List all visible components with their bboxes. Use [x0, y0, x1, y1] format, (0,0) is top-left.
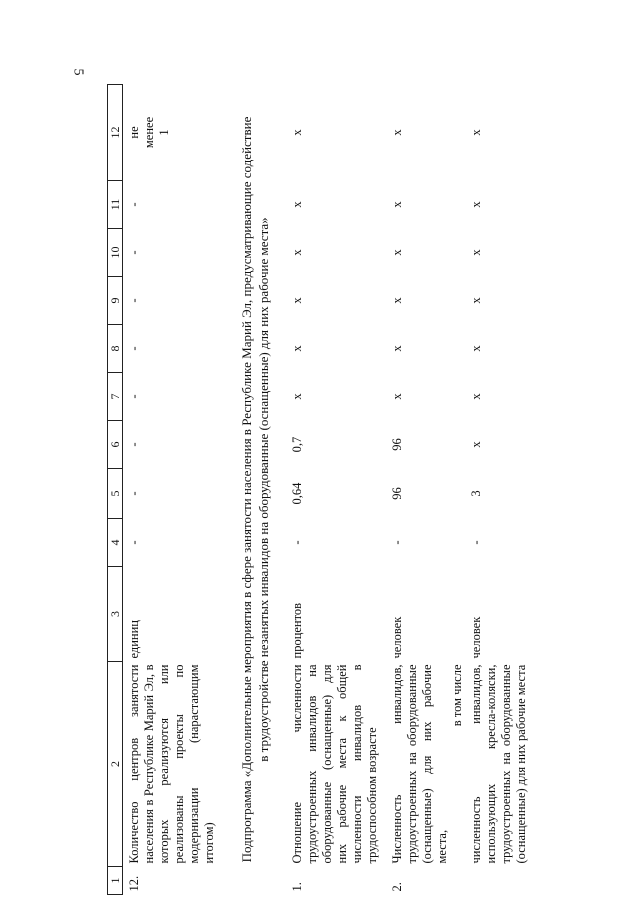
target-value-cell — [123, 85, 220, 181]
target-value-line: менее — [142, 116, 157, 149]
value-cell: x — [468, 441, 483, 448]
col-header-4: 4 — [108, 519, 123, 567]
value-cell: x — [389, 393, 404, 400]
value-cell: - — [468, 540, 483, 545]
unit: единиц — [127, 619, 142, 659]
unit: человек — [468, 616, 483, 659]
value-cell: x — [468, 345, 483, 352]
value-cell: - — [127, 298, 142, 303]
page-number: 5 — [70, 68, 86, 76]
value-cell: x — [289, 201, 304, 208]
value-cell: - — [127, 250, 142, 255]
indicator-name-part: в том числе — [449, 664, 464, 727]
row-number — [467, 867, 531, 895]
value-cell: x — [389, 345, 404, 352]
indicator-name — [382, 662, 467, 867]
target-value-line: 1 — [157, 129, 172, 136]
value-cell: - — [127, 346, 142, 351]
value-cell: - — [289, 540, 304, 545]
col-header-10: 10 — [108, 229, 123, 277]
column-header-row — [108, 85, 123, 895]
subprogram-title-line-1: Подпрограмма «Дополнительные мероприятия в сфере занятости населения в Республике Марий Эл, предусматривающие содействие — [239, 116, 255, 863]
table-row — [284, 85, 382, 895]
col-header-5: 5 — [108, 469, 123, 519]
target-value-line: не — [127, 126, 142, 139]
value-cell: - — [127, 202, 142, 207]
rotated-table-region — [107, 85, 637, 895]
subprogram-title-line-2: в трудоустройстве незанятых инвалидов на оборудованные (оснащенные) для них рабочие места» — [255, 217, 271, 762]
col-header-6: 6 — [108, 421, 123, 469]
col-header-12: 12 — [108, 85, 123, 181]
value-cell: x — [289, 345, 304, 352]
indicator-name: численность инвалидов, использующих кресла-коляски, трудоустроенных на оборудованные (оснащенные) для них рабочие места — [468, 664, 528, 864]
col-header-8: 8 — [108, 325, 123, 373]
value-cell: 96 — [389, 438, 404, 451]
value-cell: - — [127, 540, 142, 545]
value-cell: 0,7 — [289, 436, 304, 453]
unit: человек — [389, 616, 404, 659]
value-cell: x — [389, 297, 404, 304]
value-cell: x — [468, 129, 483, 136]
indicator-name-part: Численность инвалидов, трудоустроенных на оборудованные (оснащенные) для них рабочие места, — [389, 664, 449, 864]
value-cell: - — [389, 540, 404, 545]
value-cell: x — [389, 129, 404, 136]
table-row — [382, 85, 467, 895]
value-cell: - — [127, 442, 142, 447]
table-row — [123, 85, 220, 895]
col-header-7: 7 — [108, 373, 123, 421]
row-number: 1. — [289, 882, 304, 892]
value-cell: 0,64 — [289, 482, 304, 505]
value-cell: x — [389, 249, 404, 256]
value-cell: x — [468, 393, 483, 400]
col-header-1: 1 — [108, 867, 123, 895]
value-cell: x — [289, 393, 304, 400]
col-header-3: 3 — [108, 567, 123, 662]
col-header-9: 9 — [108, 277, 123, 325]
subprogram-heading-row — [219, 85, 284, 895]
value-cell: 3 — [468, 490, 483, 497]
value-cell: x — [468, 201, 483, 208]
value-cell: x — [389, 201, 404, 208]
value-cell: x — [468, 249, 483, 256]
table-row — [467, 85, 531, 895]
value-cell: x — [289, 129, 304, 136]
value-cell: - — [127, 394, 142, 399]
value-cell: - — [127, 491, 142, 496]
indicator-name: Отношение численности трудоустроенных инвалидов на оборудованные (оснащенные) для них рабочие места к общей численности инвалидов в трудоспособном возрасте — [289, 664, 379, 864]
row-number: 2. — [389, 882, 404, 892]
value-cell: x — [289, 249, 304, 256]
value-cell: x — [468, 297, 483, 304]
subprogram-heading — [219, 85, 284, 895]
value-cell: 96 — [389, 487, 404, 500]
col-header-2: 2 — [108, 662, 123, 867]
value-cell: x — [289, 297, 304, 304]
unit: процентов — [289, 602, 304, 659]
indicators-table — [107, 84, 531, 895]
indicator-name: Количество центров занятости населения в Республике Марий Эл, в которых реализуются или реализованы проекты по модернизации (нарастающим итогом) — [127, 664, 217, 864]
row-number: 12. — [127, 875, 142, 892]
col-header-11: 11 — [108, 181, 123, 229]
